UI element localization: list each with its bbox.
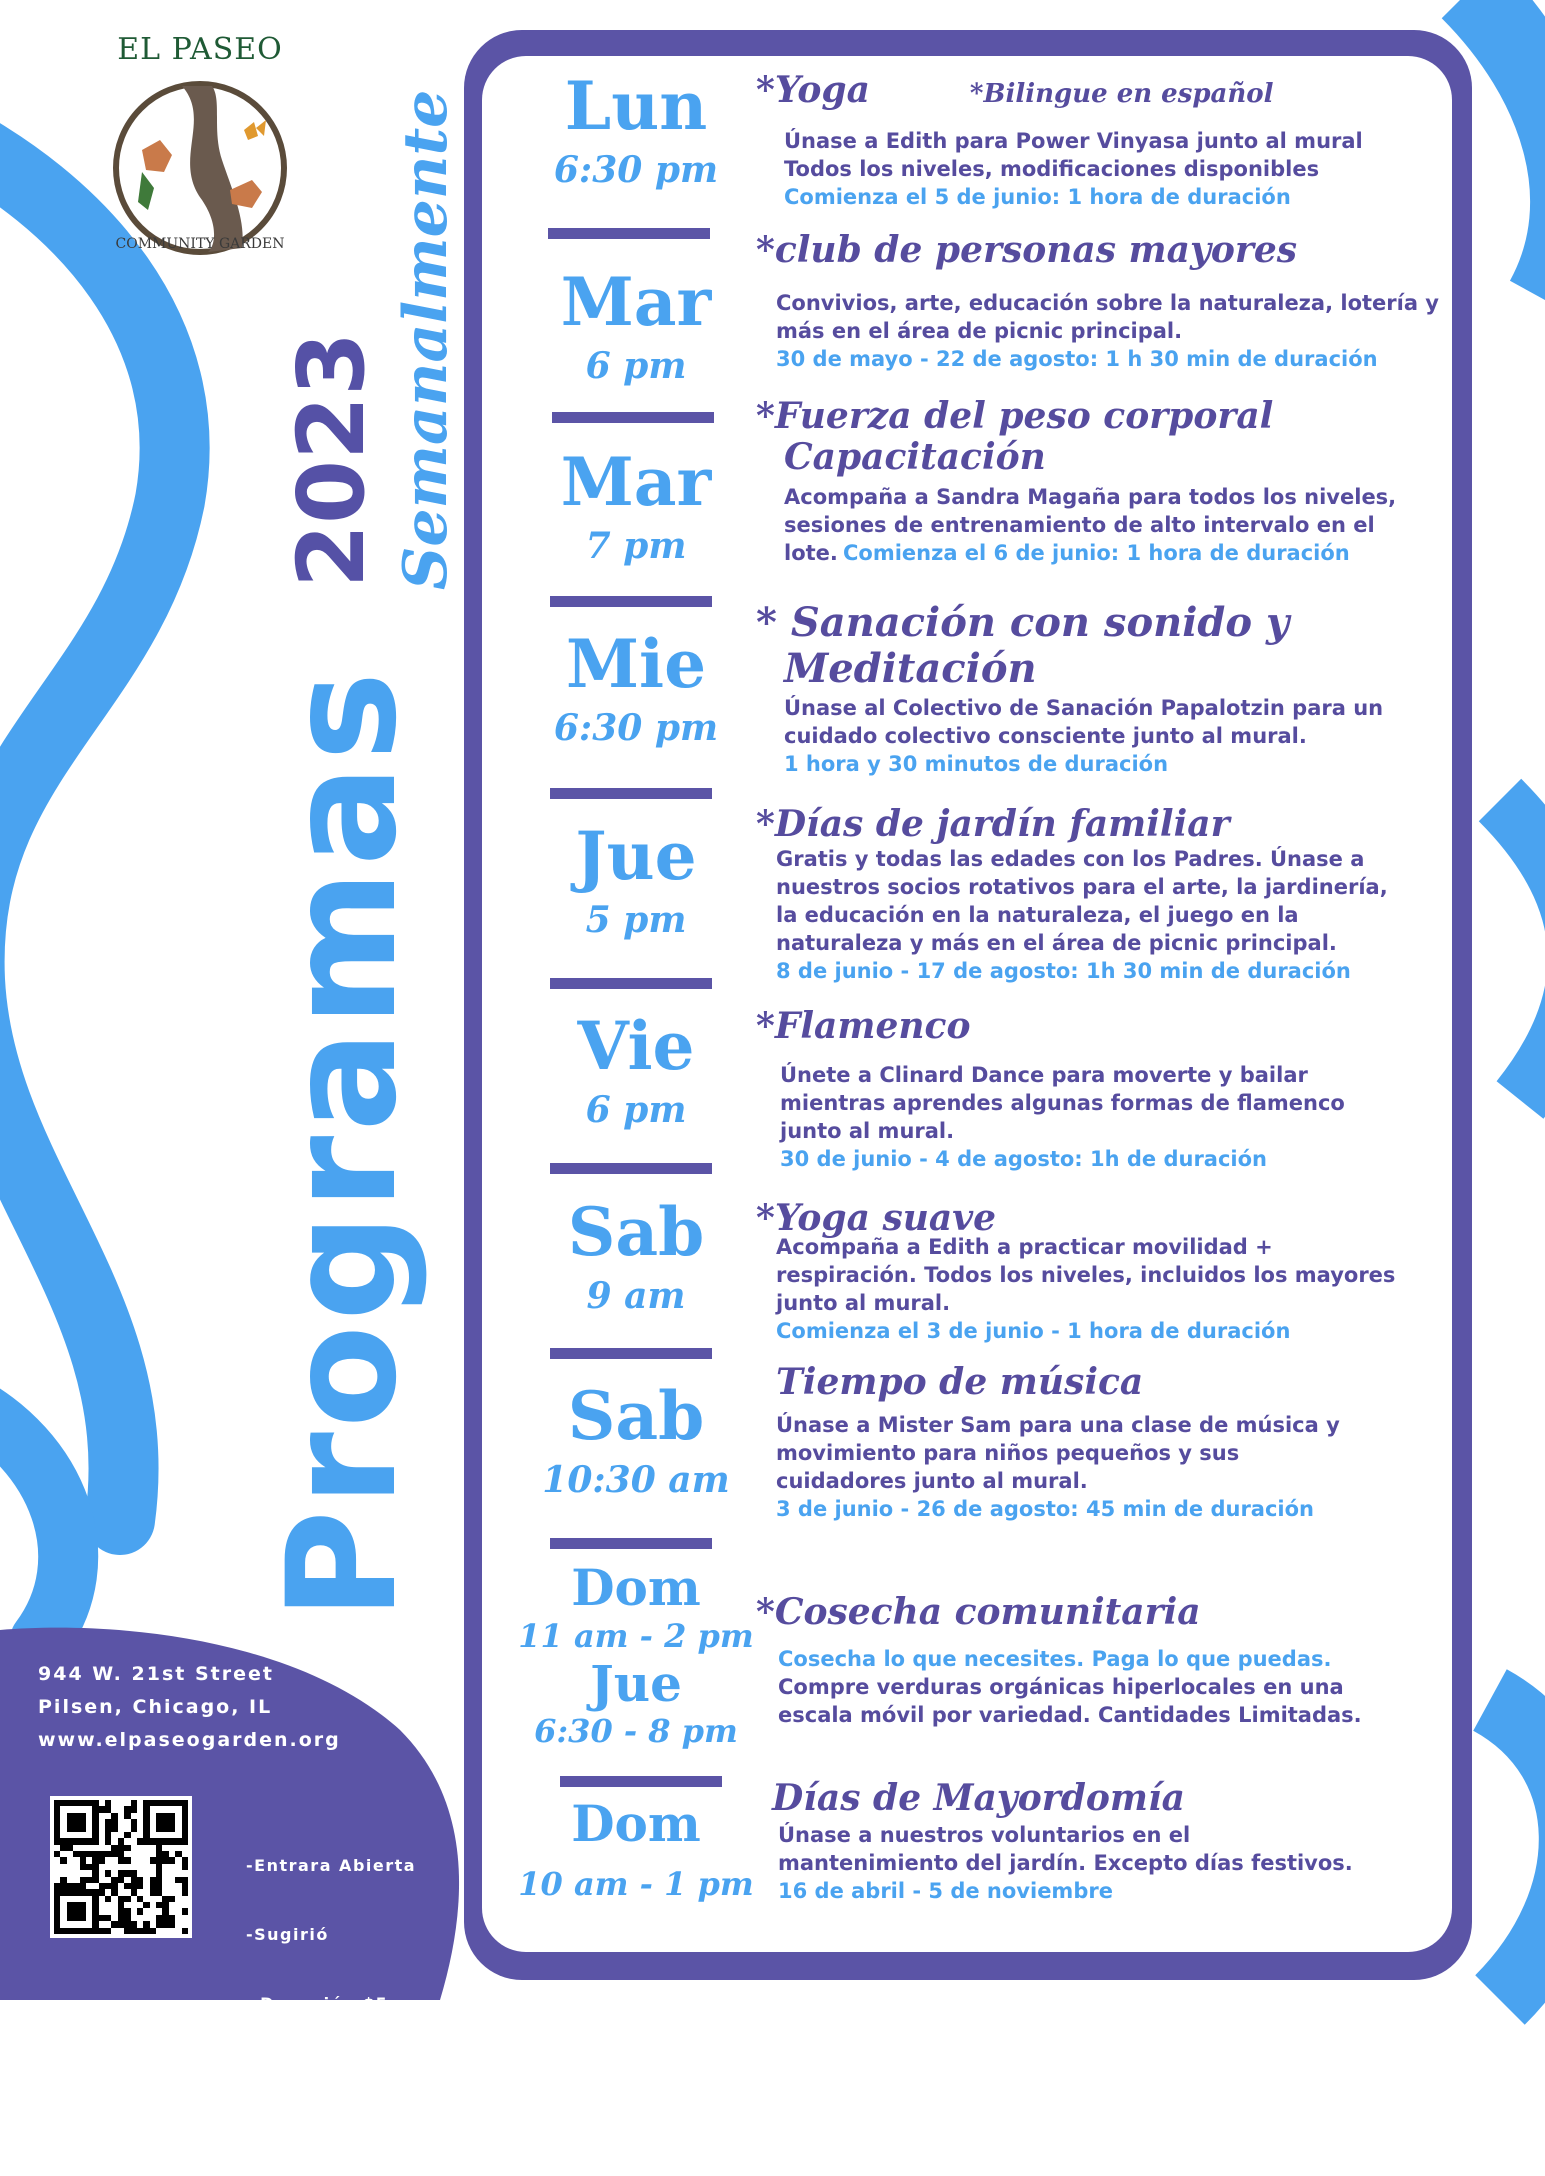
program-entry [756, 1592, 1456, 1729]
day-time: 6:30 pm [553, 149, 719, 192]
program-title: *club de personas mayores [756, 229, 1298, 271]
day-divider [560, 1776, 722, 1787]
day-slot [500, 817, 772, 942]
visit-notes [246, 1808, 416, 2176]
day-divider [550, 1538, 712, 1549]
day-time: 10:30 am [542, 1459, 730, 1502]
program-desc: Acompaña a Sandra Magaña para todos los niveles, [784, 484, 1397, 509]
program-desc: cuidado colectivo consciente junto al mural. [784, 724, 1307, 748]
website-link[interactable]: www.elpaseogarden.org [38, 1729, 341, 1751]
day-divider [550, 978, 712, 989]
program-entry [756, 70, 1456, 211]
day-divider [552, 412, 714, 423]
day-slot [500, 1794, 772, 1903]
program-desc: respiración. Todos los niveles, incluidos los mayores [776, 1263, 1396, 1288]
contact-info [38, 1658, 341, 1757]
program-desc: junto al mural. [776, 1291, 951, 1316]
program-desc: Únase a nuestros voluntarios en el [778, 1823, 1191, 1848]
program-desc: Gratis y todas las edades con los Padres. Únase a [776, 847, 1365, 872]
program-desc: Convivios, arte, educación sobre la naturaleza, lotería y [776, 291, 1439, 316]
program-date: Cosecha lo que necesites. Paga lo que puedas. [778, 1647, 1332, 1672]
program-date: 30 de mayo - 22 de agosto: 1 h 30 min de duración [776, 347, 1378, 372]
program-note: *Bilingue en español [969, 79, 1274, 109]
program-title: *Días de jardín familiar [756, 803, 1230, 845]
program-date: 16 de abril - 5 de noviembre [778, 1879, 1113, 1904]
day-divider [550, 596, 712, 607]
day-name: Sab [567, 1377, 705, 1455]
day-name: Lun [564, 67, 708, 145]
program-entry [756, 396, 1456, 567]
title-frequency: Semanalmente [391, 89, 461, 590]
day-slot [500, 625, 772, 750]
program-title: *Fuerza del peso corporal [756, 395, 1274, 437]
program-desc: sesiones de entrenamiento de alto intervalo en el [784, 512, 1375, 537]
address-city: Pilsen, Chicago, IL [38, 1696, 273, 1718]
program-desc: cuidadores junto al mural. [776, 1469, 1088, 1494]
day-name: Jue [590, 1653, 682, 1713]
day-slot [500, 1558, 772, 1751]
address-street: 944 W. 21st Street [38, 1663, 274, 1685]
program-desc: Únase a Mister Sam para una clase de música y [776, 1413, 1340, 1438]
day-name: Dom [571, 1794, 701, 1853]
program-date: 3 de junio - 26 de agosto: 45 min de duración [776, 1497, 1314, 1522]
program-desc: movimiento para niños pequeños y sus [776, 1441, 1240, 1466]
program-entry [756, 1198, 1456, 1345]
program-desc: Únete a Clinard Dance para moverte y bailar [780, 1063, 1308, 1088]
day-time: 6:30 - 8 pm [534, 1712, 738, 1751]
note-line: -Entrara Abierta [246, 1856, 417, 1875]
day-name: Jue [575, 817, 697, 895]
day-name: Mie [565, 625, 707, 703]
day-time: 6 pm [585, 345, 687, 388]
program-entry [756, 600, 1456, 778]
program-desc: nuestros socios rotativos para el arte, la jardinería, [776, 875, 1388, 900]
note-line: Donación $5 [246, 1994, 389, 2013]
day-divider [550, 788, 712, 799]
program-desc: Únase a Edith para Power Vinyasa junto al mural [784, 129, 1363, 154]
program-entry [756, 1006, 1456, 1173]
program-desc: mientras aprendes algunas formas de flamenco [780, 1091, 1345, 1116]
day-slot [500, 1377, 772, 1502]
program-title: *Yoga suave [756, 1197, 997, 1239]
program-title: Días de Mayordomía [772, 1777, 1185, 1819]
program-date: Comienza el 5 de junio: 1 hora de duración [784, 185, 1291, 210]
program-desc: lote. [784, 540, 838, 565]
program-title: *Cosecha comunitaria [756, 1591, 1201, 1633]
day-time: 11 am - 2 pm [518, 1616, 754, 1655]
garden-logo [100, 28, 300, 268]
program-date: 30 de junio - 4 de agosto: 1h de duración [780, 1147, 1267, 1172]
title-year: 2023 [278, 331, 385, 588]
day-time: 6:30 pm [553, 707, 719, 750]
program-desc: mantenimiento del jardín. Excepto días festivos. [778, 1851, 1353, 1876]
program-desc: Todos los niveles, modificaciones disponibles [784, 157, 1320, 182]
program-date: Comienza el 6 de junio: 1 hora de duración [842, 540, 1350, 565]
day-slot [500, 1193, 772, 1318]
program-date: Comienza el 3 de junio - 1 hora de duración [776, 1319, 1291, 1344]
program-desc: Compre verduras orgánicas hiperlocales en una [778, 1675, 1344, 1700]
program-title: * Sanación con sonido y [756, 599, 1290, 646]
program-date: 8 de junio - 17 de agosto: 1h 30 min de duración [776, 959, 1351, 984]
note-line: -Clima [246, 2063, 312, 2082]
day-name: Mar [560, 443, 712, 521]
program-desc: la educación en la naturaleza, el juego en la [776, 903, 1299, 928]
title-programas: Programas [256, 667, 430, 1620]
day-time: 6 pm [585, 1089, 687, 1132]
day-divider [550, 1348, 712, 1359]
program-title: Tiempo de música [776, 1361, 1144, 1403]
day-slot [500, 67, 772, 192]
day-name: Dom [571, 1558, 701, 1617]
program-desc: junto al mural. [780, 1119, 955, 1144]
logo-title: EL PASEO [117, 32, 283, 67]
day-time: 7 pm [585, 525, 687, 568]
logo-emblem-icon [112, 80, 288, 256]
program-date: 1 hora y 30 minutos de duración [784, 752, 1169, 776]
program-title: *Flamenco [756, 1005, 971, 1047]
note-line: permisos [246, 2132, 355, 2151]
qr-code[interactable] [50, 1796, 192, 1938]
day-name: Vie [577, 1007, 695, 1085]
program-desc: Únase al Colectivo de Sanación Papalotzin para un [784, 696, 1384, 720]
program-desc: escala móvil por variedad. Cantidades Limitadas. [778, 1703, 1362, 1728]
note-line: -Sugirió [246, 1925, 329, 1944]
day-slot [500, 443, 772, 568]
day-time: 10 am - 1 pm [518, 1864, 754, 1903]
day-divider [550, 1163, 712, 1174]
program-title: Capacitación [784, 436, 1046, 479]
program-title: *Yoga [756, 69, 870, 111]
day-name: Mar [560, 263, 712, 341]
program-entry [756, 230, 1456, 373]
program-title: Meditación [784, 645, 1037, 692]
day-divider [548, 228, 710, 239]
day-name: Sab [567, 1193, 705, 1271]
day-slot [500, 263, 772, 388]
day-time: 5 pm [585, 899, 687, 942]
program-entry [756, 1778, 1456, 1905]
day-time: 9 am [586, 1275, 686, 1318]
program-entry [756, 804, 1456, 985]
program-desc: Acompaña a Edith a practicar movilidad + [776, 1235, 1273, 1260]
program-entry [756, 1362, 1456, 1523]
logo-subtitle: COMMUNITY GARDEN [115, 236, 285, 252]
program-desc: naturaleza y más en el área de picnic principal. [776, 931, 1337, 956]
day-slot [500, 1007, 772, 1132]
program-desc: más en el área de picnic principal. [776, 319, 1183, 344]
